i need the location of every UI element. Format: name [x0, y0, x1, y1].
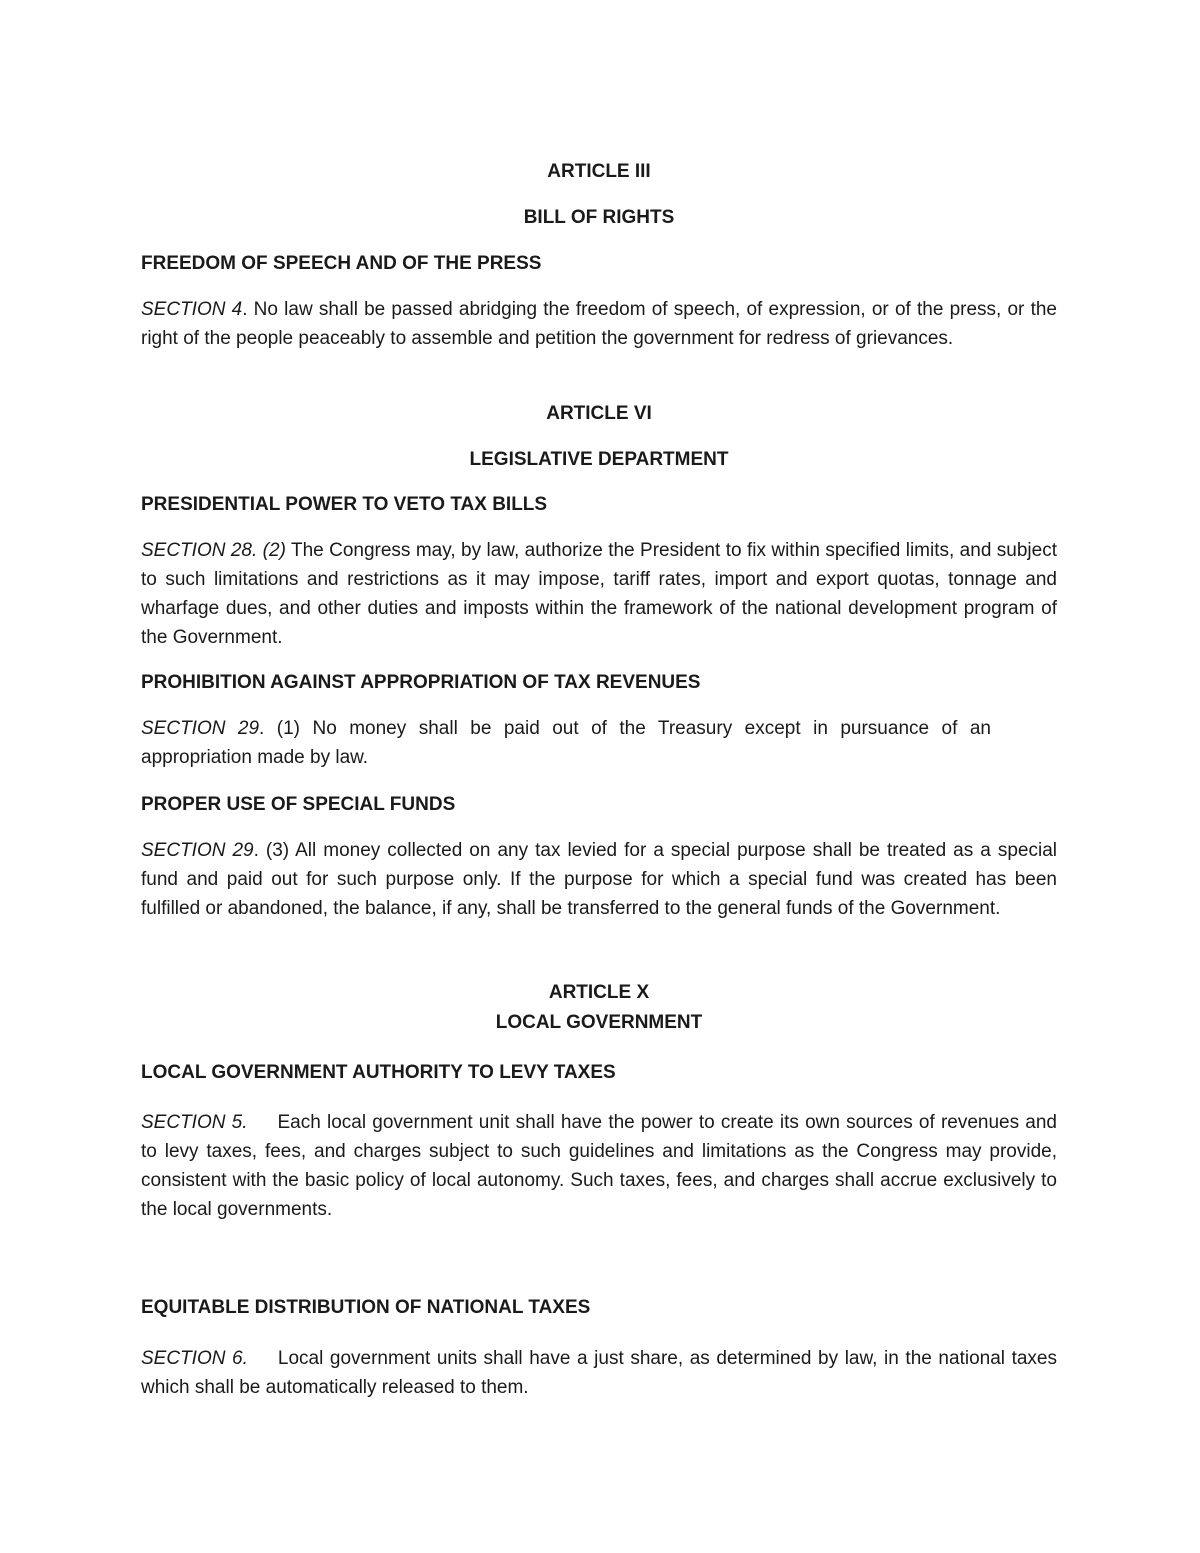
section-heading-special-funds: PROPER USE OF SPECIAL FUNDS	[141, 794, 456, 815]
section-text: . No law shall be passed abridging the freedom of speech, of expression, or of the press, or the right of the people peaceably to assemble and petition the government for redress of grievances.	[141, 299, 1057, 349]
section-4-paragraph	[141, 295, 1057, 353]
article-3-heading: FREEDOM OF SPEECH AND OF THE PRESS	[141, 253, 542, 274]
article-10-subtitle: LOCAL GOVERNMENT	[495, 1012, 703, 1033]
article-6-subtitle: LEGISLATIVE DEPARTMENT	[469, 449, 729, 470]
section-heading-levy-taxes: LOCAL GOVERNMENT AUTHORITY TO LEVY TAXES	[141, 1062, 616, 1083]
section-text: Local government units shall have a just share, as determined by law, in the national taxes which shall be automatically released to them.	[141, 1348, 1057, 1398]
section-6-paragraph	[141, 1344, 1057, 1402]
section-29-1-paragraph	[141, 714, 991, 772]
section-heading-national-taxes: EQUITABLE DISTRIBUTION OF NATIONAL TAXES	[141, 1297, 591, 1318]
section-label: SECTION 4	[141, 299, 243, 320]
section-label: SECTION 28. (2)	[141, 540, 286, 561]
section-text: . (3) All money collected on any tax levied for a special purpose shall be treated as a special fund and paid out for such purpose only. If the purpose for which a special fund was created has been fulfilled or abandoned, the balance, if any, shall be transferred to the general funds of the Government.	[141, 840, 1057, 919]
section-5-paragraph	[141, 1108, 1057, 1224]
section-text: The Congress may, by law, authorize the President to fix within specified limits, and subject to such limitations and restrictions as it may impose, tariff rates, import and export quotas, tonnage and wharfage dues, and other duties and imposts within the framework of the national development program of the Government.	[141, 540, 1057, 648]
section-29-3-paragraph	[141, 836, 1057, 923]
section-label: SECTION 29	[141, 718, 260, 739]
section-text: Each local government unit shall have the power to create its own sources of revenues and to levy taxes, fees, and charges subject to such guidelines and limitations as the Congress may provide, consistent with the basic policy of local autonomy. Such taxes, fees, and charges shall accrue exclusively to the local governments.	[141, 1112, 1057, 1220]
section-28-paragraph	[141, 536, 1057, 652]
article-3-subtitle: BILL OF RIGHTS	[523, 207, 675, 228]
section-text: . (1) No money shall be paid out of the Treasury except in pursuance of an appropriation made by law.	[141, 718, 991, 768]
article-3-title: ARTICLE III	[547, 161, 651, 182]
section-heading-veto: PRESIDENTIAL POWER TO VETO TAX BILLS	[141, 494, 548, 515]
section-label: SECTION 29	[141, 840, 254, 861]
section-heading-appropriation: PROHIBITION AGAINST APPROPRIATION OF TAX REVENUES	[141, 672, 701, 693]
article-6-title: ARTICLE VI	[546, 403, 652, 424]
section-label: SECTION 6.	[141, 1348, 248, 1369]
section-label: SECTION 5.	[141, 1112, 248, 1133]
article-10-title: ARTICLE X	[548, 982, 650, 1003]
